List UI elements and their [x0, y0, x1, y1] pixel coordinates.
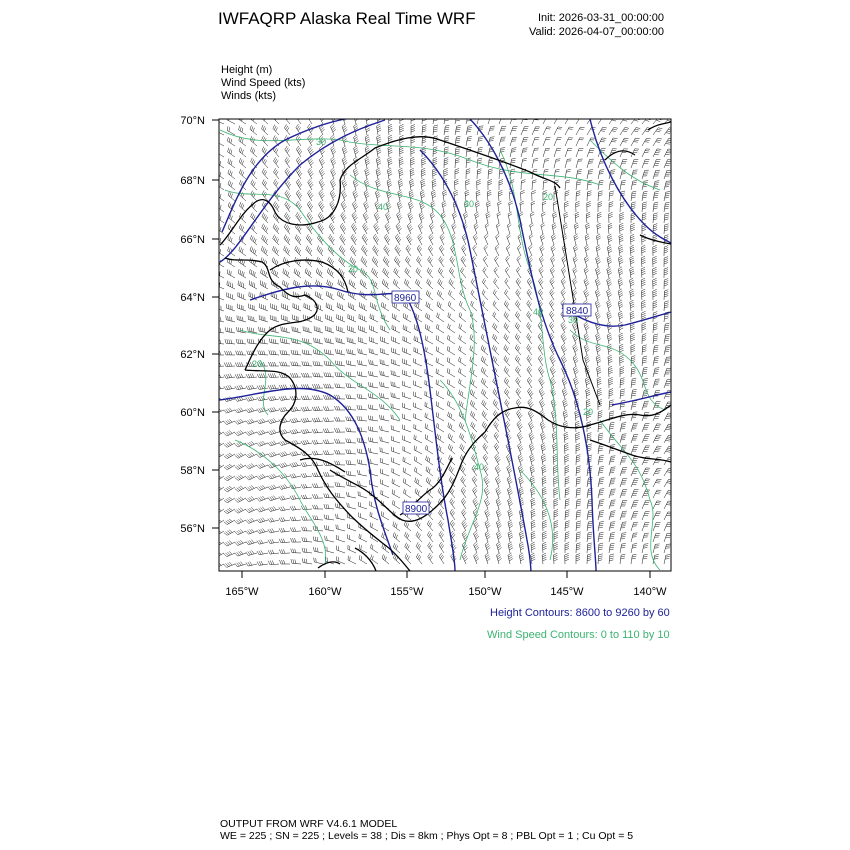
- lat-label: 60°N: [180, 407, 205, 419]
- lon-labels: [225, 586, 667, 598]
- lon-label: 155°W: [390, 586, 424, 598]
- lon-label: 140°W: [633, 586, 667, 598]
- field-winds-label: Winds (kts): [221, 90, 276, 102]
- init-time: Init: 2026-03-31_00:00:00: [538, 12, 664, 24]
- height-contours-note: Height Contours: 8600 to 9260 by 60: [490, 607, 670, 619]
- map-title: IWFAQRP Alaska Real Time WRF: [218, 9, 476, 28]
- lon-label: 145°W: [550, 586, 584, 598]
- speed-contour-label: 20: [252, 359, 263, 369]
- valid-time: Valid: 2026-04-07_00:00:00: [529, 26, 664, 38]
- speed-contour-label: 30: [568, 315, 579, 325]
- wind-speed-contours-note: Wind Speed Contours: 0 to 110 by 10: [487, 629, 670, 641]
- speed-contour-label: 40: [378, 202, 389, 212]
- lon-label: 165°W: [225, 586, 259, 598]
- lat-label: 58°N: [180, 465, 205, 477]
- lon-label: 160°W: [308, 586, 342, 598]
- speed-contour-label: 40: [474, 462, 485, 472]
- speed-contour-label: 30: [464, 199, 475, 209]
- lat-label: 66°N: [180, 234, 205, 246]
- model-config-line: WE = 225 ; SN = 225 ; Levels = 38 ; Dis = 8km ; Phys Opt = 8 ; PBL Opt = 1 ; Cu Opt = 5: [220, 830, 634, 842]
- lat-label: 64°N: [180, 292, 205, 304]
- lat-label: 68°N: [180, 175, 205, 187]
- height-contours: [219, 119, 671, 571]
- lat-ticks: [212, 120, 219, 528]
- field-height-label: Height (m): [221, 64, 273, 76]
- speed-contour-label: 30: [316, 137, 327, 147]
- speed-contour-label: 20: [348, 264, 359, 274]
- lon-label: 150°W: [468, 586, 502, 598]
- lon-ticks: [242, 571, 650, 578]
- lat-labels: [180, 115, 205, 535]
- lat-label: 70°N: [180, 115, 205, 127]
- lat-label: 62°N: [180, 349, 205, 361]
- speed-contour-label: 40: [533, 307, 544, 317]
- lat-label: 56°N: [180, 523, 205, 535]
- field-wind-speed-label: Wind Speed (kts): [221, 77, 306, 89]
- height-contour-label: 8900: [405, 504, 428, 515]
- height-contour-label: 8840: [566, 306, 589, 317]
- model-output-line: OUTPUT FROM WRF V4.6.1 MODEL: [220, 818, 398, 830]
- speed-contour-label: 20: [543, 192, 554, 202]
- speed-contour-label: 20: [583, 407, 594, 417]
- height-contour-label: 8960: [394, 293, 417, 304]
